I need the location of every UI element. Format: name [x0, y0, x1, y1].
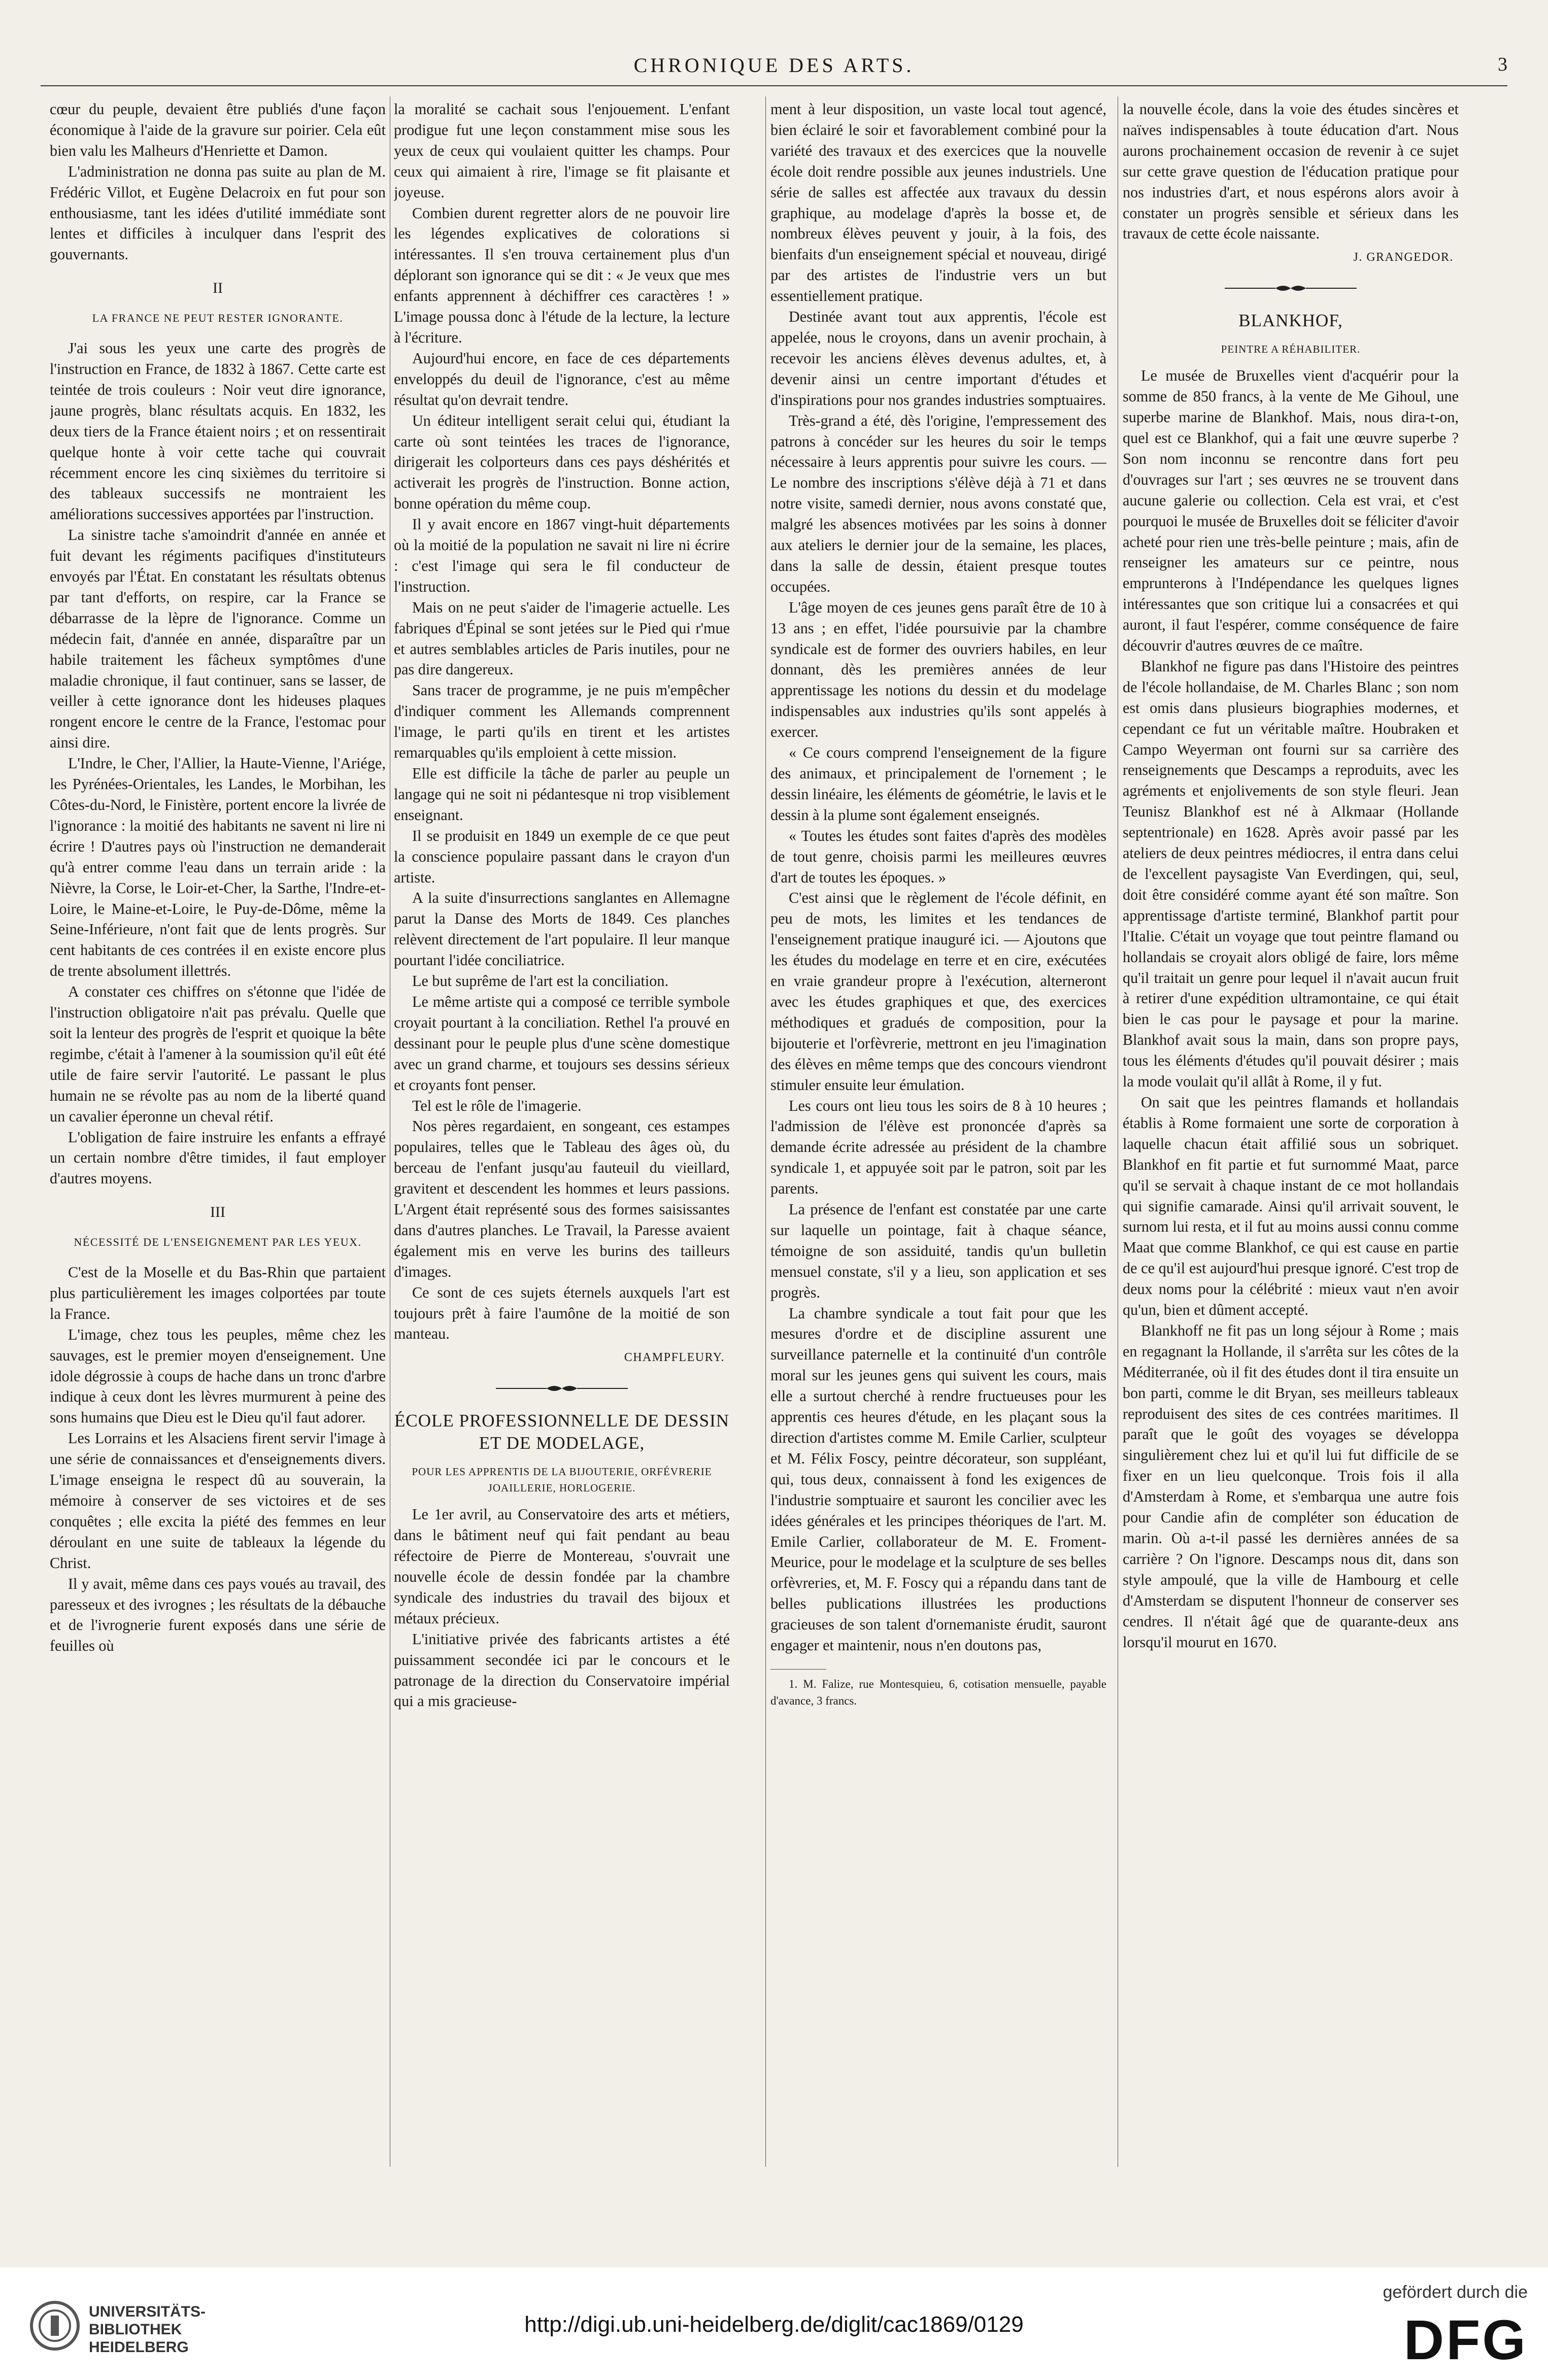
section-number: III: [210, 1204, 225, 1221]
paragraph: Il y avait encore en 1867 vingt-huit départements où la moitié de la population ne savait ni lire ni écrire : c'est l'image qui sera le fil conducteur de l'instruction.: [394, 516, 730, 595]
paragraph: L'âge moyen de ces jeunes gens paraît être de 10 à 13 ans ; en effet, l'idée poursuivie par la chambre syndicale est de former des ouvriers habiles, en leur donnant, dès les premières années de leur apprentissage les notions du dessin et du modelage indispensables aux industries qu'ils sont appelés à exercer.: [770, 598, 1106, 741]
paragraph: la nouvelle école, dans la voie des études sincères et naïves indispensables à toute éducation d'art. Nous aurons prochainement occasion de revenir à ce sujet sur cette grave question de l'éducation pratique pour nos industries d'art, et nous espérons alors avoir à constater un progrès sensible et sérieux dans les travaux de cette école naissante.: [1123, 100, 1459, 243]
paragraph: L'obligation de faire instruire les enfants a effrayé un certain nombre d'être timides, il faut employer d'autres moyens.: [50, 1128, 386, 1187]
paragraph: L'Indre, le Cher, l'Allier, la Haute-Vienne, l'Ariége, les Pyrénées-Orientales, les Landes, le Morbihan, les Côtes-du-Nord, le Finistère, portent encore la livrée de l'ignorance : la moitié des habitants ne savent ni lire ni écrire ! D'autres pays où l'instruction ne demanderait qu'à entrer comme l'eau dans un terrain aride : la Nièvre, la Corse, le Loir-et-Cher, la Sarthe, l'Indre-et-Loire, le Maine-et-Loire, le Puy-de-Dôme, même la Seine-Inférieure, n'ont fait que de lents progrès. Sur cent habitants de ces contrées il en existe encore plus de trente absolument illettrés.: [50, 755, 386, 980]
paragraph: Les cours ont lieu tous les soirs de 8 à 10 heures ; l'admission de l'élève est prononcée d'après sa demande écrite adressée au président de la chambre syndicale 1, et appuyée soit par le patron, soit par les parents.: [770, 1097, 1106, 1198]
section-title: LA FRANCE NE PEUT RESTER IGNORANTE.: [92, 312, 344, 325]
page-number: 3: [1498, 54, 1507, 75]
text-column-1: [50, 99, 386, 2164]
paragraph: La sinistre tache s'amoindrit d'année en année et fuit devant les régiments pacifiques d'instituteurs envoyés par l'État. En constatant les résultats obtenus par tant d'efforts, on respire, car la France se débarrasse de la lèpre de l'ignorance. Comme un médecin fait, d'année en année, disparaître par un habile traitement les fâcheux symptômes d'une maladie chronique, il faut continuer, sans se lasser, de veiller à cette ignorance dont les hideuses plaques rongent encore le centre de la France, l'estomac pour ainsi dire.: [50, 526, 386, 752]
author-signature: CHAMPFLEURY.: [624, 1351, 725, 1365]
paragraph: La chambre syndicale a tout fait pour que les mesures d'ordre et de discipline assurent une surveillance paternelle et la continuité d'un contrôle moral sur les jeunes gens qui suivent les cours, mais elle a surtout cherché à rendre fructueuses pour les apprentis ces heures d'étude, en les plaçant sous la direction d'artistes comme M. Emile Carlier, sculpteur et M. Félix Foscy, peintre décorateur, son suppléant, qui, tous deux, connaissent à fond les exigences de l'industrie somptuaire et sauront les concilier avec les idées générales et les principes théoriques de l'art. M. Emile Carlier, collaborateur de M. E. Froment-Meurice, pour le modelage et la sculpture de ses belles orfèvreries, et, M. F. Foscy qui a répandu dans tant de belles publications illustrées les productions gracieuses de son talent d'ornemaniste érudit, sauront engager et maintenir, nous n'en doutons pas,: [770, 1304, 1106, 1654]
sponsor-text: gefördert durch die: [1383, 2283, 1528, 2302]
paragraph: ment à leur disposition, un vaste local tout agencé, bien éclairé le soir et favorablement combiné pour la variété des travaux et des exercices que la nouvelle école doit rendre possible aux jeunes industriels. Une série de salles est affectée aux travaux du dessin graphique, au modelage d'après la bosse et, de nombreux élèves peuvent y jouir, à la fois, des bienfaits d'un enseignement spécial et nouveau, dirigé par des artistes de l'industrie vers un but essentiellement pratique.: [770, 100, 1106, 305]
paragraph: Il se produisit en 1849 un exemple de ce que peut la conscience populaire passant dans le crayon d'un artiste.: [394, 827, 730, 886]
paragraph: Mais on ne peut s'aider de l'imagerie actuelle. Les fabriques d'Épinal se sont jetées sur le Pied qui r'mue et autres semblables articles de Paris inutiles, pour ne pas dire dangereux.: [394, 598, 730, 678]
running-title: CHRONIQUE DES ARTS.: [633, 54, 915, 77]
paragraph: « Ce cours comprend l'enseignement de la figure des animaux, et principalement de l'ornement ; le dessin linéaire, les éléments de géométrie, le lavis et le dessin à la plume sont également enseignés.: [770, 744, 1106, 824]
footnote-rule: [770, 1669, 826, 1670]
paragraph: Aujourd'hui encore, en face de ces départements enveloppés du deuil de l'ignorance, c'est au même résultat qu'on devrait tendre.: [394, 349, 730, 409]
author-signature: J. GRANGEDOR.: [1353, 251, 1454, 264]
paragraph: Blankhof ne figure pas dans l'Histoire des peintres de l'école hollandaise, de M. Charles Blanc ; son nom est omis dans plusieurs biographies modernes, et cependant ce fut un véritable maître. Houbraken et Campo Weyerman ont fourni sur sa carrière des renseignements que Descamps a reproduits, avec les agréments et enjolivements de son style fleuri. Jean Teunisz Blankhof est né à Alkmaar (Hollande septentrionale) en 1628. Après avoir passé par les ateliers de deux peintres médiocres, il entra dans celui de l'excellent paysagiste Van Everdingen, qui, seul, doit être considéré comme ayant été son maître. Son apprentissage d'artiste terminé, Blankhof partit pour l'Italie. C'était un voyage que tout peintre flamand ou hollandais se croyait alors obligé de faire, lors même qu'il traitait un genre pour lequel il n'avait aucun fruit à retirer d'une expédition ultramontaine, ce qui était bien le cas pour le paysage et pour la marine. Blankhof avait sous la main, dans son propre pays, tous les éléments d'études qu'il pouvait désirer ; mais la mode voulait qu'il allât à Rome, il y fut.: [1123, 657, 1459, 1091]
paragraph: J'ai sous les yeux une carte des progrès de l'instruction en France, de 1832 à 1867. Cette carte est teintée de trois couleurs : Noir veut dire ignorance, jaune progrès, blanc résultats acquis. En 1832, les deux tiers de la France étaient noirs ; et on ressentirait quelque honte à voir cette tache qui couvrait récemment encore les cinq sixièmes du territoire si des tableaux successifs ne montraient les améliorations successives apportées par l'instruction.: [50, 339, 386, 523]
paragraph: Les Lorrains et les Alsaciens firent servir l'image à une série de connaissances et d'enseignements divers. L'image enseigna le respect dû au souverain, la mémoire à conserver de ses victoires et de ses conquêtes ; elle excita la piété des femmes en leur déroulant en une suite de tableaux la légende du Christ.: [50, 1430, 386, 1572]
paragraph: Combien durent regretter alors de ne pouvoir lire les légendes explicatives de colorations si intéressantes. Il s'en trouva certainement plus d'un déplorant son ignorance qui se dit : « Je veux que mes enfants apprennent à déchiffrer ces caractères ! » L'image poussa donc à l'étude de la lecture, la lecture à l'écriture.: [394, 204, 730, 346]
paragraph: Blankhoff ne fit pas un long séjour à Rome ; mais en regagnant la Hollande, il s'arrêta sur les côtes de la Méditerranée, où il fit des études dont il tira ensuite un bon parti, comme le dit Bryan, ses meilleurs tableaux reproduisent des sites de ces contrées maritimes. Il paraît que le goût des voyages se développa singulièrement chez lui et qu'il lui fut difficile de se fixer en un lieu quelconque. Trois fois il alla d'Amsterdam à Rome, et s'embarqua une autre fois pour Candie afin de compléter son éducation de marin. Où a-t-il passé les dernières années de sa carrière ? On l'ignore. Descamps nous dit, dans son style ampoulé, que la ville de Hambourg et celle d'Amsterdam se disputent l'honneur de conserver ses cendres. Il n'était âgé que de quarante-deux ans lorsqu'il mourut en 1670.: [1123, 1321, 1459, 1651]
paragraph: Un éditeur intelligent serait celui qui, étudiant la carte où sont teintées les traces de l'ignorance, dirigerait les colporteurs dans ces pays déshérités et activerait les progrès de l'instruction. Bonne action, bonne opération du même coup.: [394, 412, 730, 513]
paragraph: cœur du peuple, devaient être publiés d'une façon économique à l'aide de la gravure sur poirier. Cela eût bien valu les Malheurs d'Henriette et Damon.: [50, 100, 386, 159]
paragraph: Le musée de Bruxelles vient d'acquérir pour la somme de 850 francs, à la vente de Me Gihoul, une superbe marine de Blankhof. Mais, nous dira-t-on, quel est ce Blankhof, qui a fait une œuvre superbe ? Son nom inconnu se rencontre dans fort peu d'ouvrages sur l'art ; ses œuvres ne se trouvent dans aucune galerie ou collection. Cela est vrai, et c'est pourquoi le musée de Bruxelles doit se féliciter d'avoir acheté pour rien une très-belle peinture ; mais, afin de renseigner les amateurs sur ce peintre, nous emprunterons à l'Indépendance les quelques lignes intéressantes que son critique lui a consacrées et qui auront, il faut l'espérer, comme conséquence de faire découvrir d'autres œuvres de ce maître.: [1123, 367, 1459, 655]
section-title: NÉCESSITÉ DE L'ENSEIGNEMENT PAR LES YEUX.: [74, 1236, 362, 1249]
viewer-footer: [0, 2267, 1548, 2380]
paragraph: Le but suprême de l'art est la conciliation.: [412, 972, 669, 990]
paragraph: Le même artiste qui a composé ce terrible symbole croyait pourtant à la conciliation. Rethel l'a prouvé en dessinant pour le peuple plus d'une scène domestique avec un grand charme, et toujours ses dessins sérieux et croyants font penser.: [394, 993, 730, 1094]
paragraph: Ce sont de ces sujets éternels auxquels l'art est toujours prêt à faire l'aumône de la moitié de son manteau.: [394, 1283, 730, 1343]
dfg-logo: DFG: [1403, 2309, 1528, 2371]
paragraph: L'initiative privée des fabricants artistes a été puissamment secondée ici par le concours et le patronage de la direction du Conservatoire impérial qui a mis gracieuse-: [394, 1630, 730, 1710]
article-subtitle: POUR LES APPRENTIS DE LA BIJOUTERIE, ORFÉVRERIE JOAILLERIE, HORLOGERIE.: [412, 1466, 712, 1494]
paragraph: Le 1er avril, au Conservatoire des arts et métiers, dans le bâtiment neuf qui fait pendant au beau réfectoire de Pierre de Montereau, s'ouvrait une nouvelle école de dessin fondée par la chambre syndicale des industries du travail des bijoux et métaux précieux.: [394, 1506, 730, 1627]
paragraph: C'est ainsi que le règlement de l'école définit, en peu de mots, les limites et les tendances de l'enseignement pratique inauguré ici. — Ajoutons que les études du modelage en terre et en cire, exécutées en vraie grandeur propre à l'exécution, alterneront avec les études graphiques et que, des exercices méthodiques et gradués de composition, pour la bijouterie et l'orfèvrerie, mettront en jeu l'imagination des élèves en même temps que des concours viendront stimuler ensuite leur émulation.: [770, 889, 1106, 1094]
paragraph: Destinée avant tout aux apprentis, l'école est appelée, nous le croyons, dans un avenir prochain, à recevoir les anciens élèves devenus adultes, et, à devenir ainsi un centre important d'études et d'inspirations pour nos grandes industries somptuaires.: [770, 308, 1106, 409]
permalink-url[interactable]: http://digi.ub.uni-heidelberg.de/diglit/cac1869/0129: [524, 2312, 1024, 2337]
paragraph: C'est de la Moselle et du Bas-Rhin que partaient plus particulièrement les images colportées par toute la France.: [50, 1264, 386, 1322]
column-divider: [765, 96, 766, 2167]
footnote: 1. M. Falize, rue Montesquieu, 6, cotisation mensuelle, payable d'avance, 3 francs.: [770, 1677, 1106, 1707]
paragraph: Elle est difficile la tâche de parler au peuple un langage qui ne soit ni pédantesque ni trop visiblement enseignant.: [394, 765, 730, 824]
section-number: II: [213, 280, 223, 297]
library-name: UNIVERSITÄTS- BIBLIOTHEK HEIDELBERG: [89, 2303, 206, 2356]
paragraph: la moralité se cachait sous l'enjouement. L'enfant prodigue fut une leçon constamment mise sous les yeux de ceux qui voulaient quitter les champs. Pour ceux qui aimaient à rire, l'image se fit plaisante et joyeuse.: [394, 100, 730, 201]
paragraph: La présence de l'enfant est constatée par une carte sur laquelle un pointage, fait à chaque séance, témoigne de son assiduité, tandis qu'un bulletin mensuel constate, s'il y a lieu, son application et ses progrès.: [770, 1201, 1106, 1301]
article-subtitle: PEINTRE A RÉHABILITER.: [1221, 343, 1361, 356]
page-header: [36, 48, 1512, 79]
paragraph: On sait que les peintres flamands et hollandais établis à Rome formaient une sorte de corporation à laquelle chacun était affilié sous un sobriquet. Blankhof en fit partie et fut surnommé Maat, parce qu'il se servait à chaque instant de ce mot hollandais qui signifie camarade. Ainsi qu'il arrivait souvent, le surnom lui resta, et il fut au moins aussi connu comme Maat que comme Blankhof, ce qui est cause en partie de ce qu'il est aujourd'hui presque ignoré. C'est trop de deux noms pour la célébrité : mieux vaut n'en avoir qu'un, bien et dûment accepté.: [1123, 1093, 1459, 1319]
paragraph: Nos pères regardaient, en songeant, ces estampes populaires, telles que le Tableau des âges où, du berceau de l'enfant jusqu'au fauteuil du vieillard, gravitent et descendent les hommes et leurs passions. L'Argent était représenté sous des formes saisissantes dans d'autres planches. Le Travail, la Paresse avaient également mis en verve les burins des tailleurs d'images.: [394, 1117, 730, 1280]
paragraph: A constater ces chiffres on s'étonne que l'idée de l'instruction obligatoire n'ait pas prévalu. Quelle que soit la lenteur des progrès de l'esprit et quoique la bête regimbe, c'était à l'amener à la soumission qu'il eût été utile de faire servir l'autorité. Le passant le plus humain ne se révolte pas au nom de la liberté quand un cavalier éperonne un cheval rétif.: [50, 983, 386, 1125]
article-title: BLANKHOF,: [1238, 311, 1343, 331]
ornamental-rule: [486, 1382, 638, 1395]
text-column-3: [770, 99, 1106, 2164]
paragraph: A la suite d'insurrections sanglantes en Allemagne parut la Danse des Morts de 1849. Ces planches relèvent directement de l'art populaire. Il leur manque pourtant l'idée conciliatrice.: [394, 889, 730, 969]
paragraph: « Toutes les études sont faites d'après des modèles de tout genre, choisis parmi les meilleures œuvres d'art de toutes les époques. »: [770, 827, 1106, 886]
article-title: ÉCOLE PROFESSIONNELLE DE DESSIN ET DE MODELAGE,: [394, 1411, 730, 1453]
text-column-4: [1123, 99, 1459, 2164]
paragraph: L'image, chez tous les peuples, même chez les sauvages, est le premier moyen d'enseignement. Une idole dégrossie à coups de hache dans un tronc d'arbre indique à ceux dont les lèvres murmurent à peine des sons humains que Dieu est le Dieu qu'il faut adorer.: [50, 1325, 386, 1426]
paragraph: Tel est le rôle de l'imagerie.: [412, 1097, 582, 1114]
paragraph: Sans tracer de programme, je ne puis m'empêcher d'indiquer comment les Allemands comprennent l'image, le parti qu'ils en tirent et les artistes remarquables qu'ils emploient à cette mission.: [394, 682, 730, 762]
paragraph: L'administration ne donna pas suite au plan de M. Frédéric Villot, et Eugène Delacroix en fut pour son enthousiasme, tant les idées d'utilité immédiate sont lentes et difficiles à inculquer dans l'esprit des gouvernants.: [50, 162, 386, 263]
text-column-2: [394, 99, 730, 2164]
paragraph: Il y avait, même dans ces pays voués au travail, des paresseux et des ivrognes ; les résultats de la débauche et de l'ivrognerie furent exposés dans une série de feuilles où: [50, 1575, 386, 1655]
header-rule: [41, 85, 1507, 86]
paragraph: Très-grand a été, dès l'origine, l'empressement des patrons à concéder sur les heures du soir le temps nécessaire à leurs apprentis pour suivre les cours. — Le nombre des inscriptions s'élève déjà à 71 et dans notre visite, samedi dernier, nous avons constaté que, malgré les absences motivées par les soins à donner aux ateliers le dernier jour de la semaine, les places, dans la salle de dessin, étaient presque toutes occupées.: [770, 412, 1106, 595]
ornamental-rule: [1215, 282, 1367, 294]
